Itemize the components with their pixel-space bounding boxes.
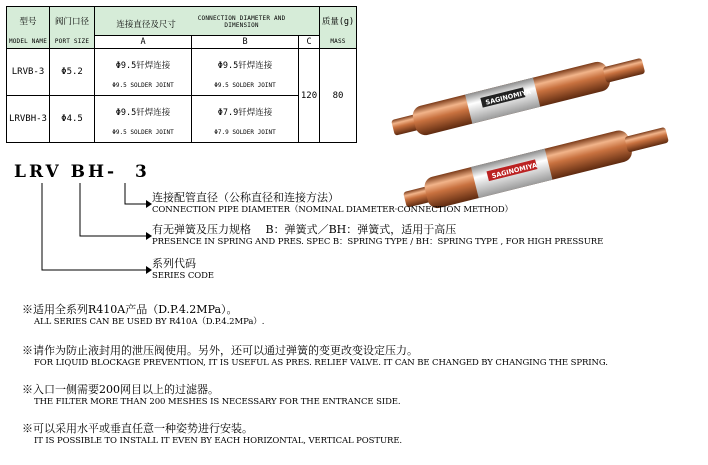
row-port: Φ5.2: [50, 49, 95, 96]
legend-series-zh: 系列代码: [152, 257, 196, 270]
note-zh: ※请作为防止液封用的泄压阀使用。另外，还可以通过弹簧的变更改变设定压力。: [22, 344, 418, 357]
header-connection-cn: 连接直径及尺寸: [116, 19, 176, 30]
note-en: THE FILTER MORE THAN 200 MESHES IS NECESSARY FOR THE ENTRANCE SIDE.: [34, 397, 401, 407]
header-mass: [320, 7, 357, 49]
valve-upper-label: SAGINOMIYA: [484, 87, 532, 107]
note-zh: ※入口一侧需要200网目以上的过滤器。: [22, 383, 219, 396]
product-photo: [385, 50, 705, 210]
row-a-cn: Φ9.5钎焊连接: [115, 108, 171, 118]
row-a-en: Φ9.5 SOLDER JOINT: [112, 129, 174, 136]
header-mass-cn: 质量(g): [321, 16, 355, 27]
spec-table: [6, 6, 357, 143]
code-diameter: 3: [134, 162, 150, 182]
row-port: Φ4.5: [50, 96, 95, 143]
row-a: [95, 96, 192, 143]
mass-value: 80: [320, 49, 357, 143]
c-value: 120: [299, 49, 320, 143]
row-b: [192, 49, 299, 96]
row-a-en: Φ9.5 SOLDER JOINT: [112, 82, 174, 89]
code-spring: BH-: [70, 162, 118, 182]
header-connection: [95, 7, 320, 36]
legend-series-en: SERIES CODE: [152, 271, 214, 281]
valve-upper: [389, 51, 647, 143]
row-b-cn: Φ7.9钎焊连接: [217, 108, 273, 118]
note-en: IT IS POSSIBLE TO INSTALL IT EVEN BY EACH HORIZONTAL, VERTICAL POSTURE.: [34, 436, 403, 446]
note-zh: ※适用全系列R410A产品（D.P.4.2MPa）。: [22, 303, 238, 316]
table-row: [7, 49, 357, 96]
note-en: FOR LIQUID BLOCKAGE PREVENTION, IT IS USEFUL AS PRES. RELIEF VALVE. IT CAN BE CHANGED BY CHANGING THE SPRING.: [34, 358, 608, 368]
row-b-en: Φ9.5 SOLDER JOINT: [214, 82, 276, 89]
note-en: ALL SERIES CAN BE USED BY R410A（D.P.4.2MPa）.: [34, 317, 265, 327]
note-filter: [22, 383, 401, 409]
note-relief: [22, 344, 608, 370]
header-connection-en: CONNECTION DIAMETER AND DIMENSION: [197, 15, 286, 29]
valve-lower-label: SAGINOMIYA: [490, 161, 538, 181]
row-b-en: Φ7.9 SOLDER JOINT: [214, 129, 276, 136]
row-model: LRVBH-3: [7, 96, 50, 143]
legend-diameter-zh: 连接配管直径（公称直径和连接方法）: [152, 191, 339, 204]
header-col-a: A: [95, 36, 192, 49]
row-a-cn: Φ9.5钎焊连接: [115, 61, 171, 71]
header-port: [50, 7, 95, 49]
legend-spring-en: PRESENCE IN SPRING AND PRES. SPEC B：SPRING TYPE / BH：SPRING TYPE , FOR HIGH PRESSURE: [152, 237, 604, 247]
note-posture: [22, 422, 402, 448]
model-code: [14, 162, 150, 182]
header-model: [7, 7, 50, 49]
header-model-en: MODEL NAME: [8, 37, 48, 45]
header-port-en: PORT SIZE: [54, 37, 90, 45]
legend-diameter-en: CONNECTION PIPE DIAMETER（NOMINAL DIAMETER·CONNECTION METHOD）: [152, 205, 513, 215]
note-r410a: [22, 303, 264, 329]
legend-spring: [152, 223, 603, 249]
header-col-c: C: [299, 36, 320, 49]
header-model-cn: 型号: [19, 16, 37, 27]
header-mass-en: MASS: [330, 37, 346, 45]
row-a: [95, 49, 192, 96]
legend-spring-zh: 有无弹簧及压力规格 B：弹簧式／BH：弹簧式，适用于高压: [152, 223, 457, 236]
row-b: [192, 96, 299, 143]
legend-diameter: [152, 191, 513, 217]
note-zh: ※可以采用水平或垂直任意一种姿势进行安装。: [22, 422, 253, 435]
header-col-b: B: [192, 36, 299, 49]
row-b-cn: Φ9.5钎焊连接: [217, 61, 273, 71]
legend-series: [152, 257, 214, 283]
code-series: LRV: [14, 162, 62, 182]
header-port-cn: 阀门口径: [54, 16, 89, 27]
row-model: LRVB-3: [7, 49, 50, 96]
